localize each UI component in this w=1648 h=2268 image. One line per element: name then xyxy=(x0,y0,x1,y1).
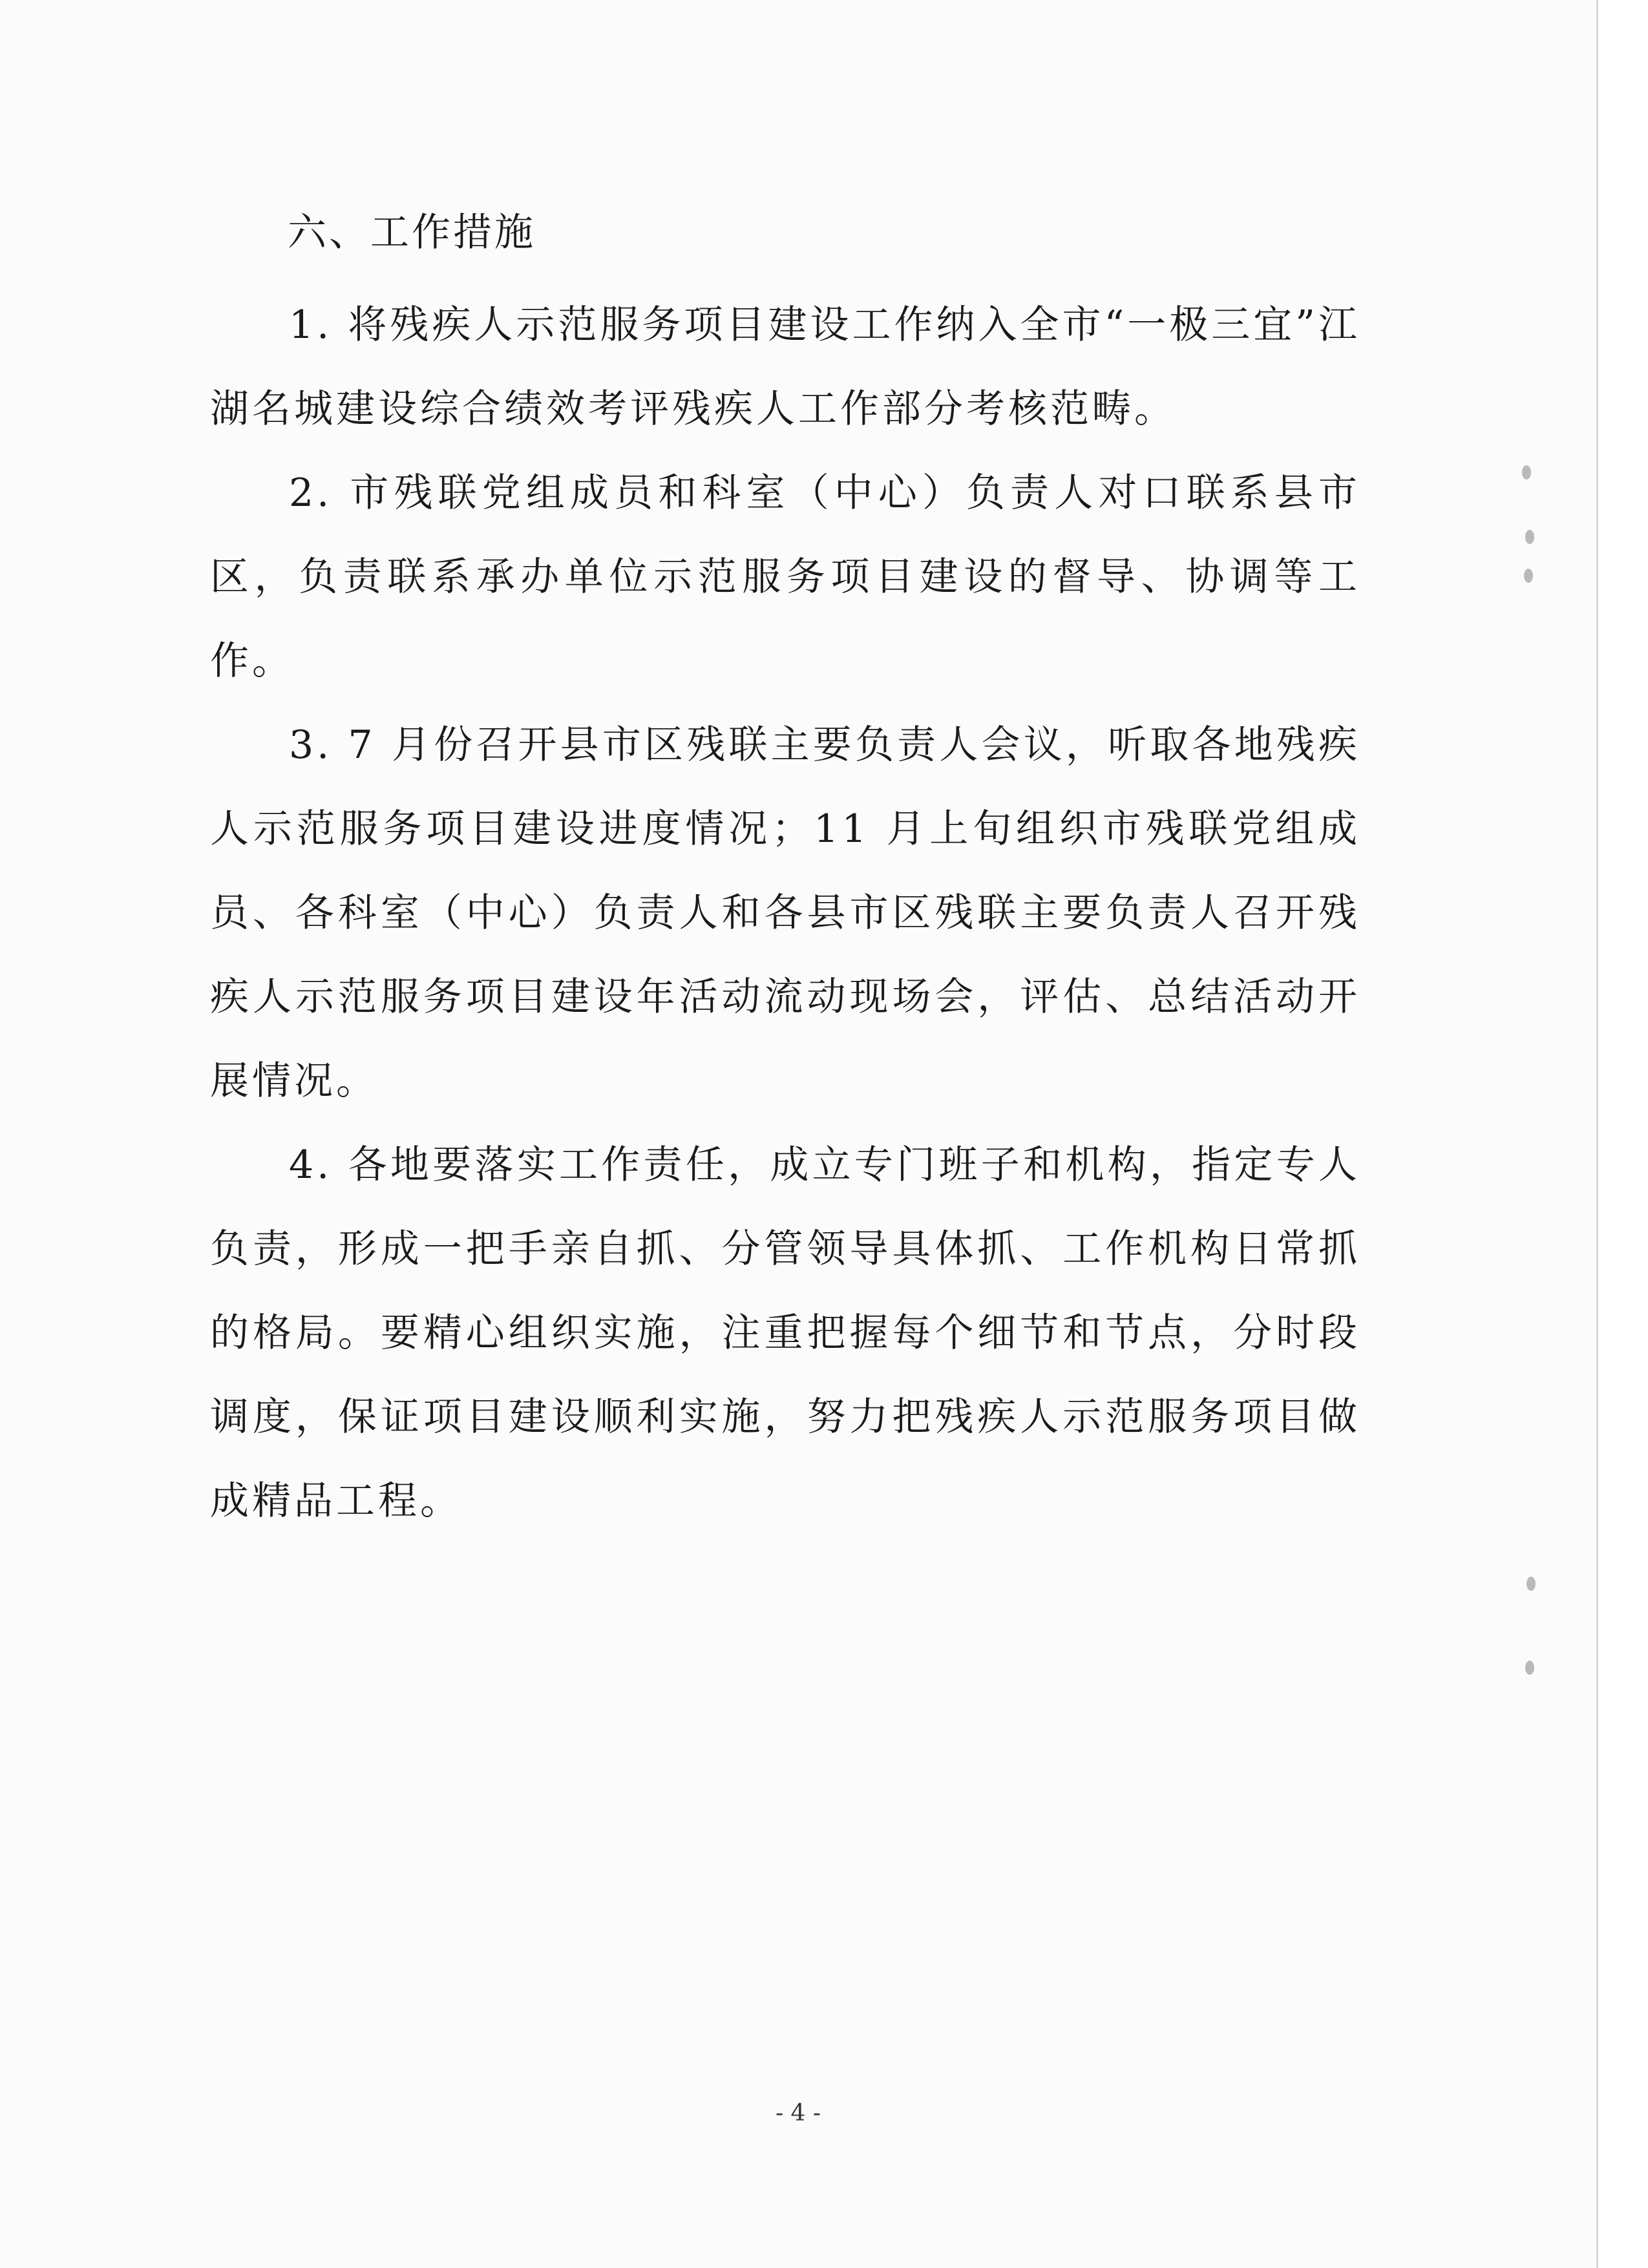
page-number: - 4 - xyxy=(775,2100,821,2126)
paragraph-4: 4. 各地要落实工作责任，成立专门班子和机构，指定专人负责，形成一把手亲自抓、分管领导具体抓、工作机构日常抓的格局。要精心组织实施，注重把握每个细节和节点，分时段调度，保证项目建设顺利实施，努力把残疾人示范服务项目做成精品工程。 xyxy=(210,1142,1360,1524)
paragraph-2: 2. 市残联党组成员和科室（中心）负责人对口联系县市区，负责联系承办单位示范服务项目建设的督导、协调等工作。 xyxy=(210,470,1360,684)
scan-page-edge xyxy=(1596,0,1648,2268)
document-body xyxy=(210,207,1360,1543)
binding-hole-mark xyxy=(1522,465,1531,479)
binding-hole-mark xyxy=(1525,1661,1534,1675)
section-heading: 六、工作措施 xyxy=(288,210,536,255)
paragraph-3: 3. 7 月份召开县市区残联主要负责人会议，听取各地残疾人示范服务项目建设进度情况；11 月上旬组织市残联党组成员、各科室（中心）负责人和各县市区残联主要负责人召开残疾人示范服务项目建设年活动流动现场会，评估、总结活动开展情况。 xyxy=(210,722,1360,1104)
binding-hole-mark xyxy=(1524,569,1533,583)
paragraph-1: 1. 将残疾人示范服务项目建设工作纳入全市“一极三宜”江湖名城建设综合绩效考评残疾人工作部分考核范畴。 xyxy=(210,302,1360,432)
binding-hole-mark xyxy=(1525,530,1534,544)
binding-hole-mark xyxy=(1527,1577,1536,1591)
